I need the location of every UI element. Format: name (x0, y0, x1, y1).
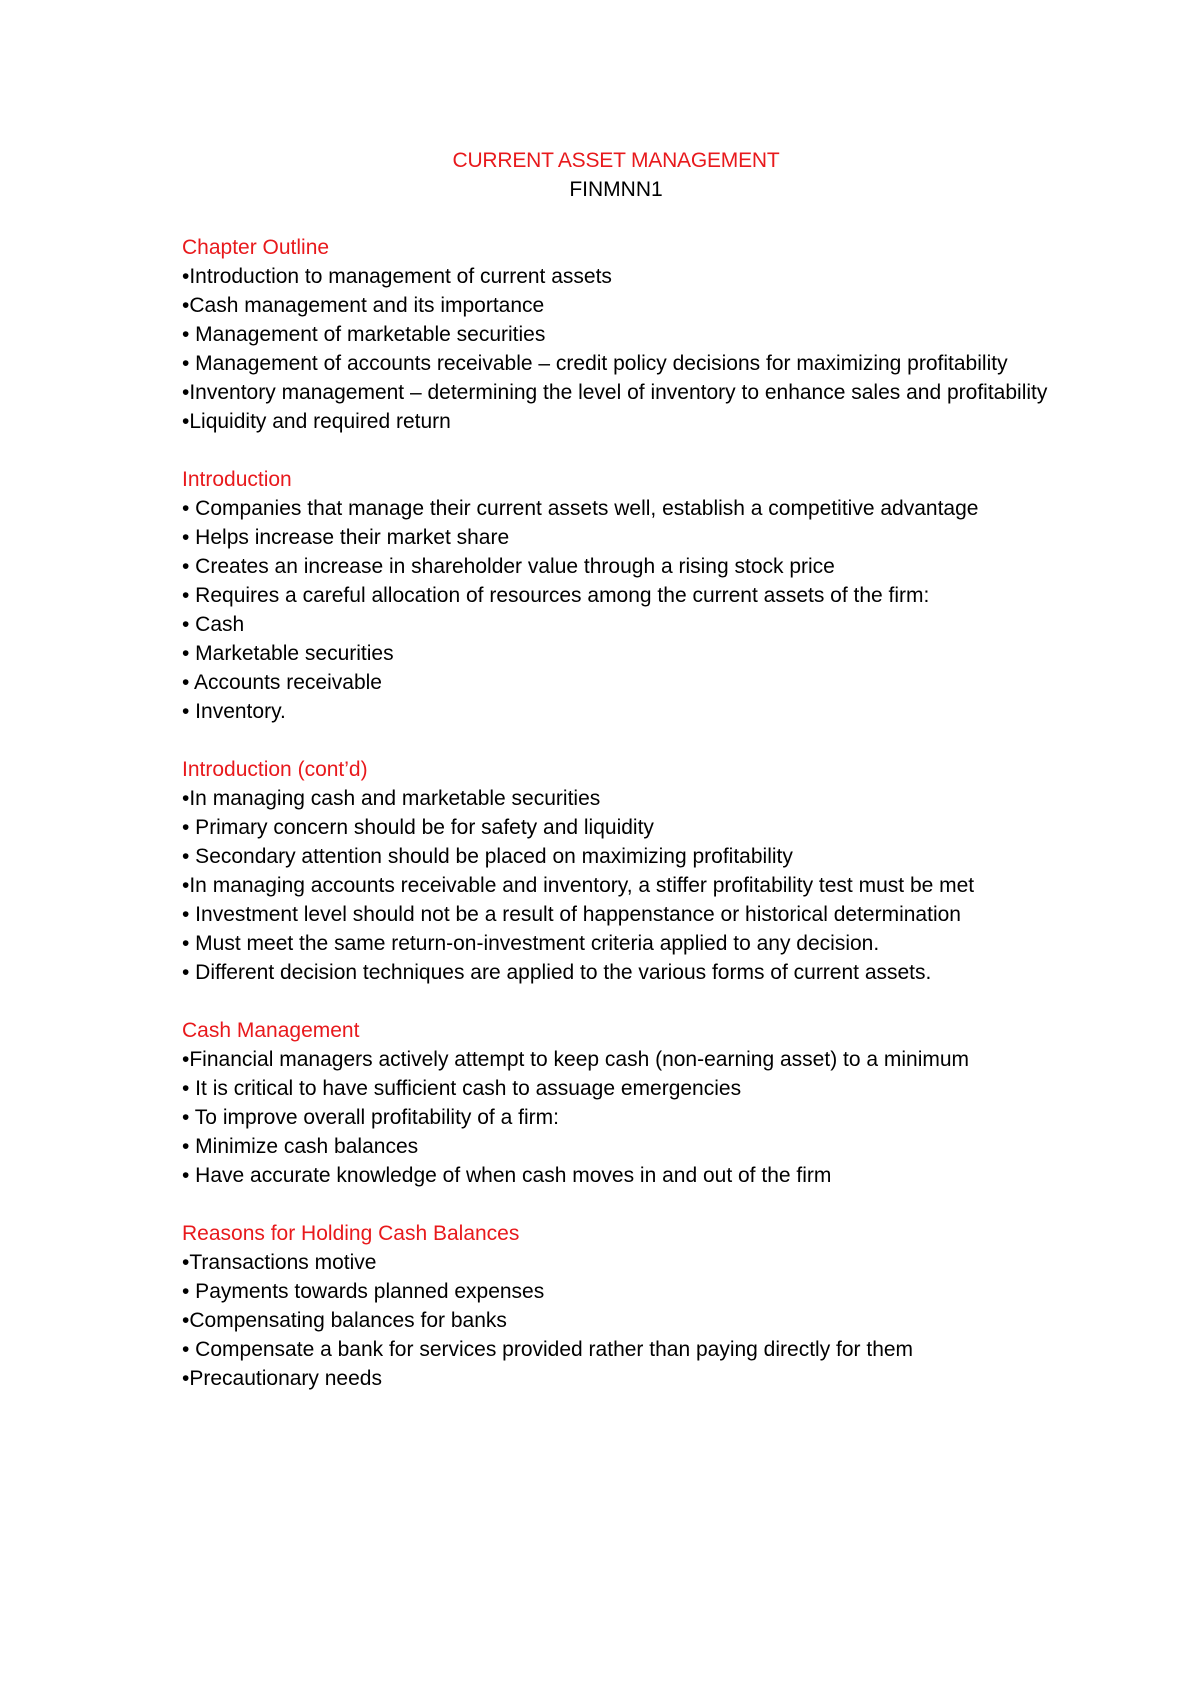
section-introduction (182, 465, 1050, 726)
list-item: • Minimize cash balances (182, 1135, 419, 1158)
section-heading: Introduction (cont’d) (182, 758, 368, 781)
section-chapter-outline (182, 233, 1050, 436)
list-item: • Different decision techniques are applied to the various forms of current assets. (182, 961, 932, 984)
list-item: • It is critical to have sufficient cash to assuage emergencies (182, 1077, 742, 1100)
list-item: • Helps increase their market share (182, 526, 510, 549)
list-item: • Inventory. (182, 700, 286, 723)
section-reasons-holding-cash (182, 1219, 1050, 1393)
list-item: • Have accurate knowledge of when cash moves in and out of the firm (182, 1164, 832, 1187)
list-item: • Cash (182, 613, 245, 636)
list-item: •Financial managers actively attempt to keep cash (non-earning asset) to a minimum (182, 1048, 970, 1071)
list-item: • Accounts receivable (182, 671, 382, 694)
list-item: • Must meet the same return-on-investment criteria applied to any decision. (182, 932, 880, 955)
list-item: •Transactions motive (182, 1251, 377, 1274)
list-item: • To improve overall profitability of a firm: (182, 1106, 559, 1129)
list-item: •Liquidity and required return (182, 410, 451, 433)
section-heading: Reasons for Holding Cash Balances (182, 1222, 520, 1245)
list-item: • Investment level should not be a result of happenstance or historical determination (182, 903, 961, 926)
list-item: • Marketable securities (182, 642, 394, 665)
list-item: •In managing cash and marketable securities (182, 787, 601, 810)
list-item: • Creates an increase in shareholder value through a rising stock price (182, 555, 835, 578)
list-item: •Precautionary needs (182, 1367, 382, 1390)
list-item: • Payments towards planned expenses (182, 1280, 545, 1303)
document-title: CURRENT ASSET MANAGEMENT (452, 149, 780, 172)
list-item: • Secondary attention should be placed on maximizing profitability (182, 845, 793, 868)
list-item: • Companies that manage their current assets well, establish a competitive advantage (182, 497, 979, 520)
section-cash-management (182, 1016, 1050, 1190)
list-item: •Compensating balances for banks (182, 1309, 507, 1332)
section-heading: Cash Management (182, 1019, 360, 1042)
list-item: •Cash management and its importance (182, 294, 545, 317)
list-item: • Management of marketable securities (182, 323, 546, 346)
bullet-list (182, 494, 1050, 726)
list-item: •In managing accounts receivable and inventory, a stiffer profitability test must be met (182, 874, 975, 897)
list-item: • Management of accounts receivable – credit policy decisions for maximizing profitability (182, 352, 1008, 375)
section-introduction-contd (182, 755, 1050, 987)
list-item: •Inventory management – determining the level of inventory to enhance sales and profitability (182, 381, 1048, 404)
list-item: •Introduction to management of current assets (182, 265, 612, 288)
bullet-list (182, 784, 1050, 987)
section-heading: Introduction (182, 468, 292, 491)
bullet-list (182, 1248, 1050, 1393)
bullet-list (182, 262, 1050, 436)
course-code: FINMNN1 (569, 178, 663, 201)
list-item: • Primary concern should be for safety and liquidity (182, 816, 654, 839)
list-item: • Compensate a bank for services provided rather than paying directly for them (182, 1338, 914, 1361)
list-item: • Requires a careful allocation of resources among the current assets of the firm: (182, 584, 930, 607)
bullet-list (182, 1045, 1050, 1190)
section-heading: Chapter Outline (182, 236, 330, 259)
